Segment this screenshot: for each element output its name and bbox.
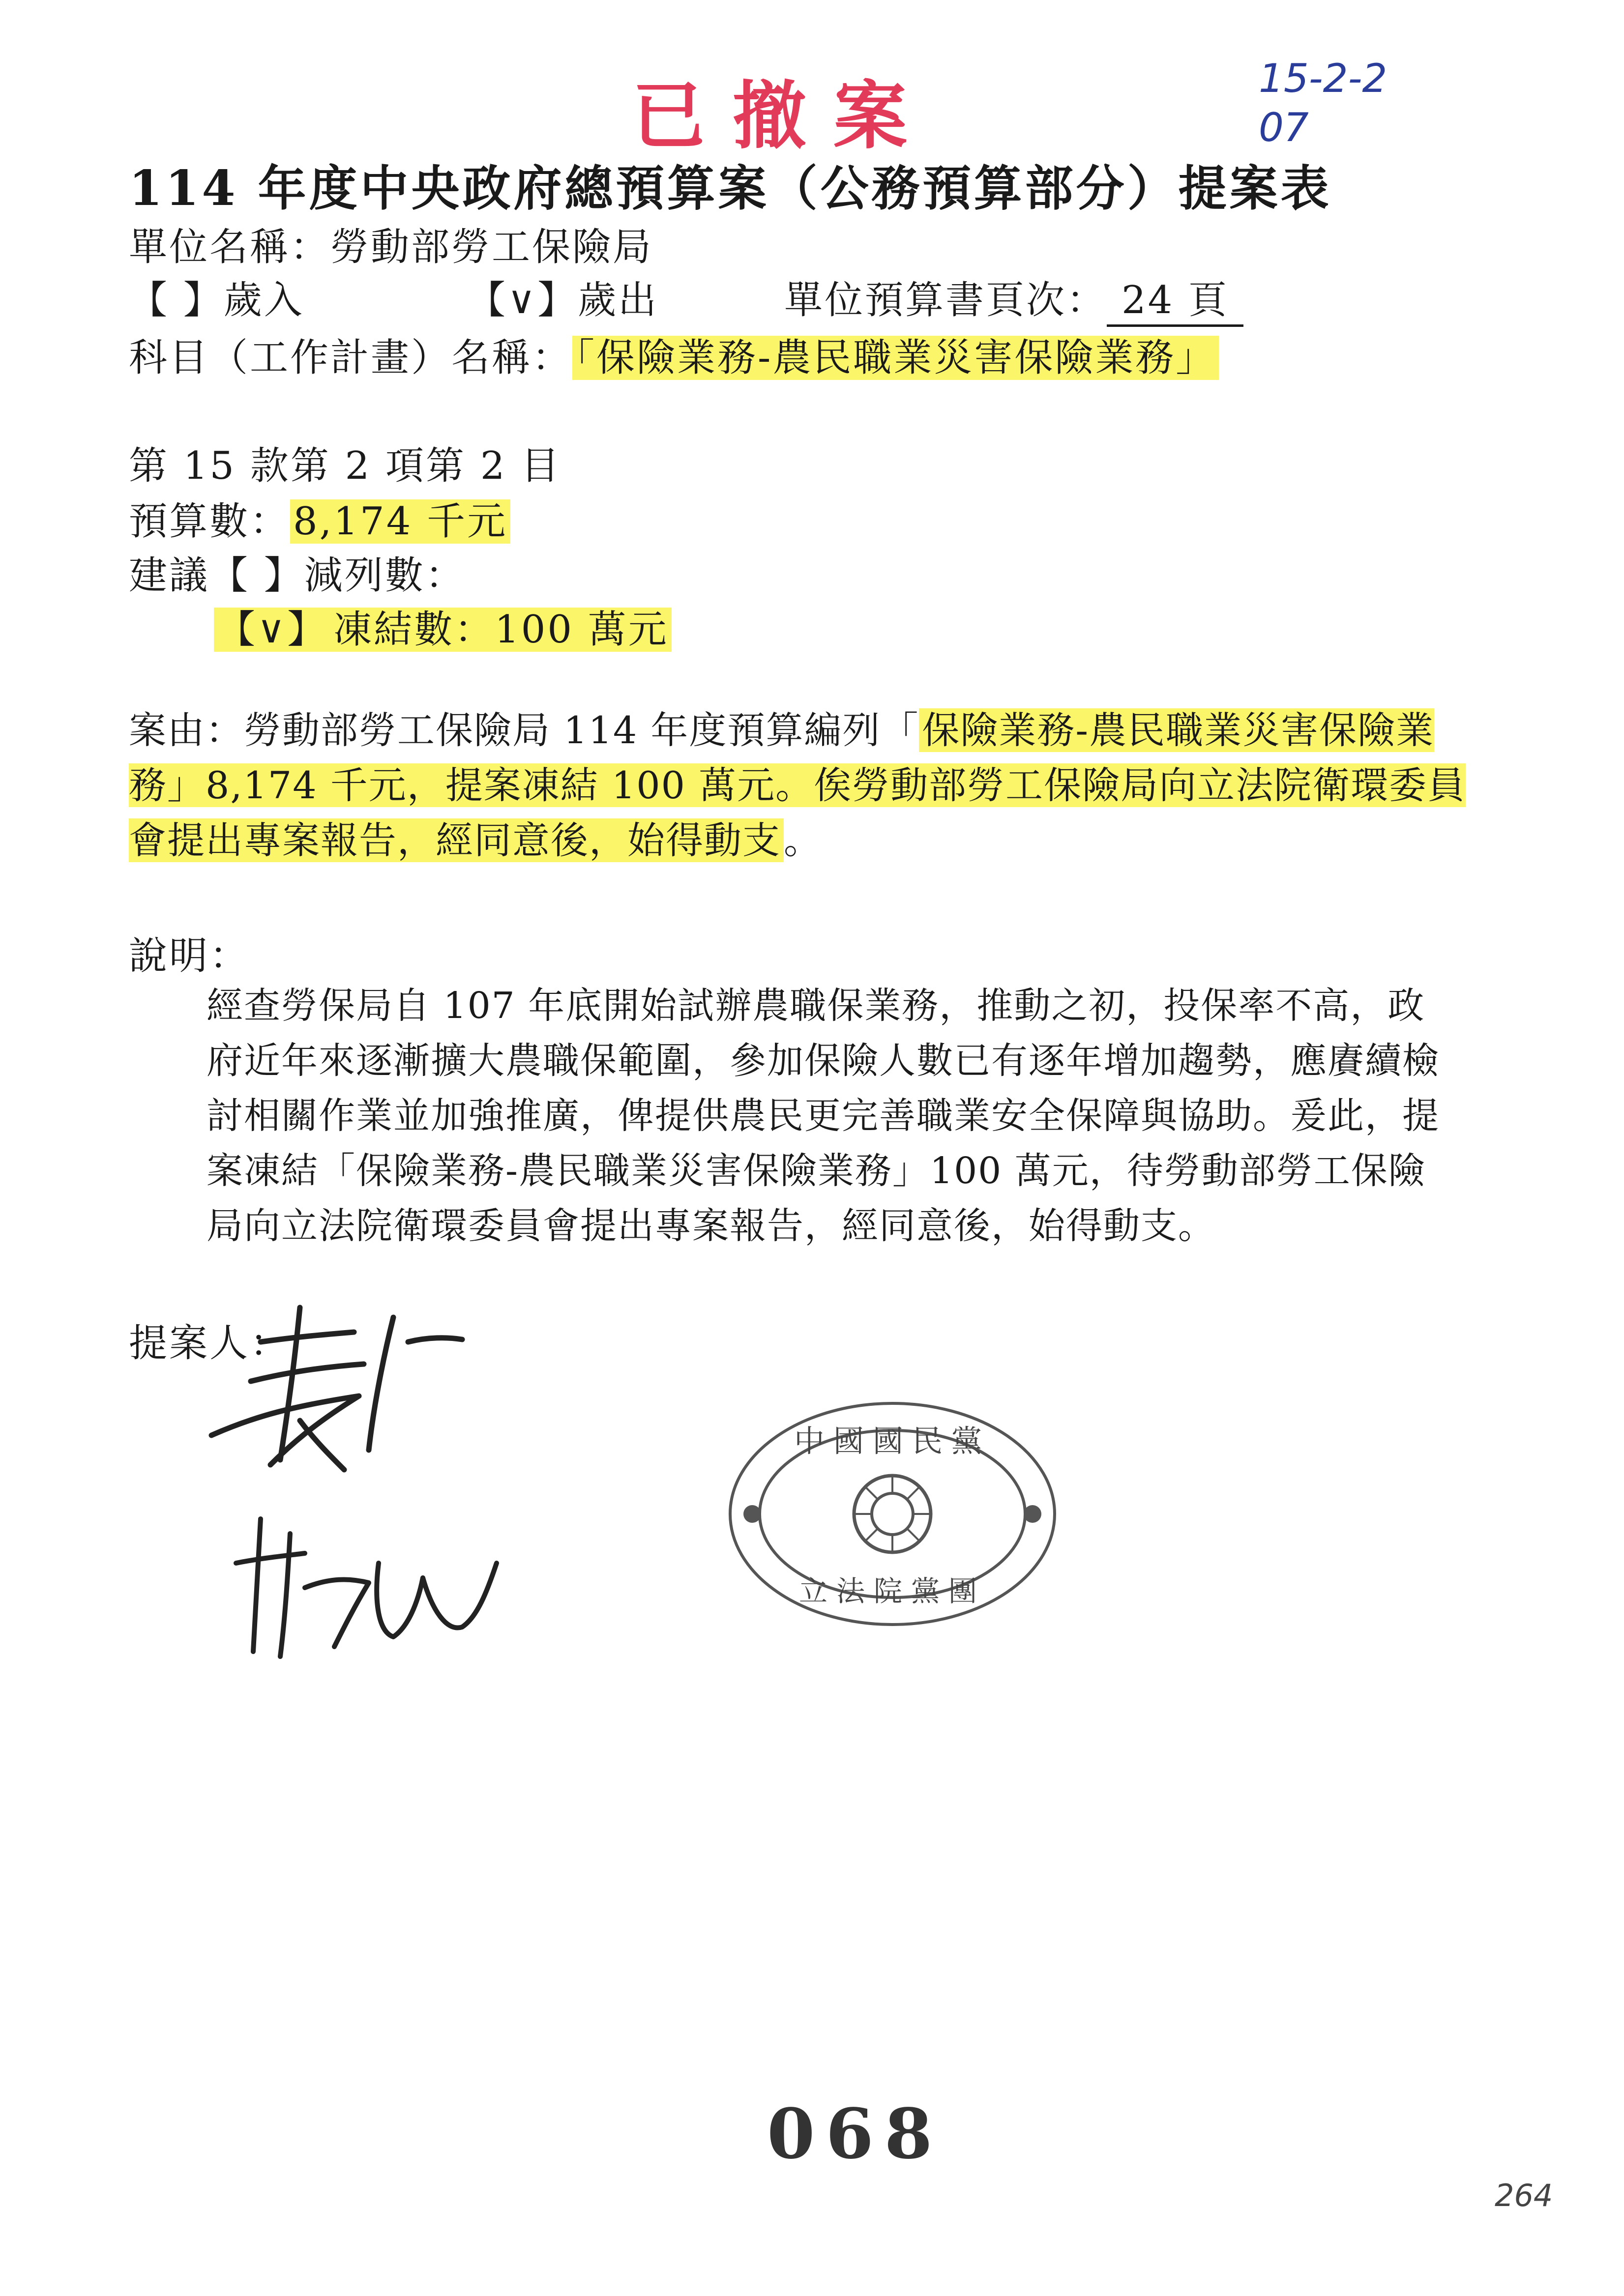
page-ref-row (784, 269, 1243, 327)
unit-name-row (129, 216, 653, 271)
seal-bottom-text: 立法院黨團 (798, 1574, 986, 1608)
subject-name: 「保險業務-農民職業災害保險業務」 (572, 336, 1219, 380)
unit-name-label: 單位名稱： (129, 225, 331, 269)
case-paragraph (129, 703, 1486, 868)
case-text-part1: 勞動部勞工保險局 114 年度預算編列「 (244, 708, 919, 752)
case-label: 案由： (129, 708, 244, 752)
budget-label: 預算數： (129, 499, 291, 544)
suggest-reduce-row: 建議【 】減列數： (129, 553, 466, 598)
party-seal (725, 1398, 1060, 1629)
budget-value: 8,174 千元 (290, 499, 510, 544)
explanation-paragraph: 經查勞保局自 107 年底開始試辦農職保業務，推動之初，投保率不高，政府近年來逐漸擴大農職保範圍，參加保險人數已有逐年增加趨勢，應賡續檢討相關作業並加強推廣，俾提供農民更完善職業安全保障與協助。爰此，提案凍結「保險業務-農民職業災害保險業務」100 萬元，待勞動部勞工保險局向立法院衛環委員會提出專案報告，經同意後，始得動支。 (207, 985, 1440, 1247)
page-ref-label: 單位預算書頁次： (784, 278, 1107, 322)
explanation-label: 說明： (129, 934, 250, 978)
handwritten-note: 15-2-2 07 (1259, 56, 1388, 150)
proposer-label: 提案人： (129, 1321, 291, 1366)
freeze-checkbox: 【∨】 (214, 608, 330, 652)
corner-number: 264 (1495, 2178, 1553, 2213)
page-ref-value: 24 頁 (1107, 269, 1243, 327)
unit-name: 勞動部勞工保險局 (330, 225, 653, 269)
page-title: 114 年度中央政府總預算案（公務預算部分）提案表 (129, 160, 1332, 217)
case-text-end: 。 (784, 818, 822, 862)
expense-checkbox: 【∨】歲出 (467, 278, 659, 322)
case-text-highlight: 保險業務-農民職業災害保險業務」8,174 千元，提案凍結 100 萬元。俟勞動部勞工保險局向立法院衛環委員會提出專案報告，經同意後，始得動支 (129, 708, 1466, 862)
budget-row (129, 491, 510, 546)
withdrawn-stamp: 已撤案 (632, 73, 935, 159)
freeze-row (214, 599, 672, 654)
signature-1 (197, 1298, 472, 1484)
freeze-value: 凍結數：100 萬元 (330, 608, 672, 652)
section-line: 第 15 款第 2 項第 2 目 (129, 444, 561, 488)
subject-row (129, 327, 1219, 382)
subject-label: 科目（工作計畫）名稱： (129, 336, 573, 380)
page-number: 068 (767, 2094, 944, 2175)
revenue-checkbox: 【 】歲入 (129, 278, 304, 322)
seal-top-text: 中國國民黨 (794, 1423, 991, 1459)
signature-2 (231, 1504, 516, 1666)
